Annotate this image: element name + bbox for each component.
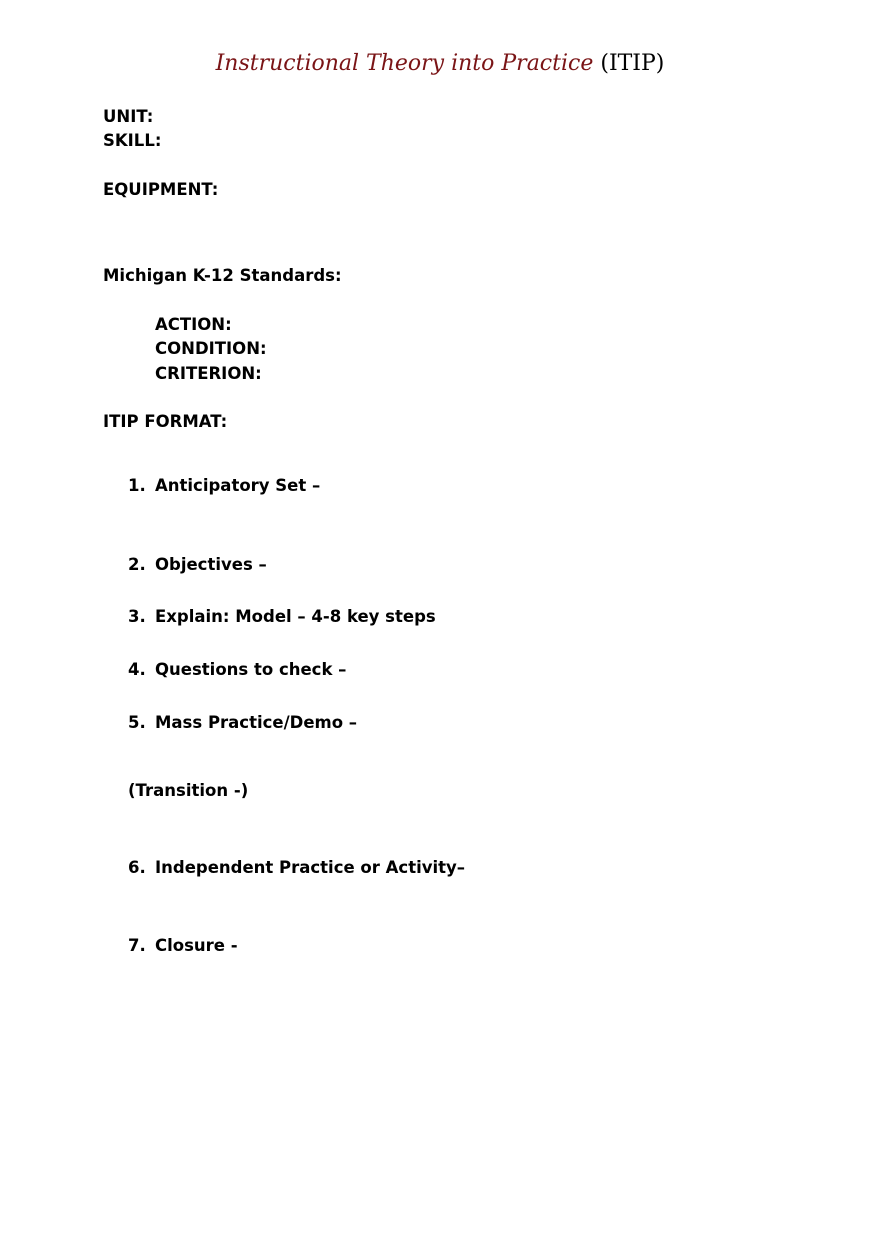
list-item-number: 3. [128, 607, 146, 626]
list-item-number: 5. [128, 713, 146, 732]
list-item-text: Closure - [155, 936, 238, 955]
standards-label: Michigan K-12 Standards: [103, 266, 342, 285]
list-item [128, 712, 357, 734]
transition-note: (Transition -) [128, 781, 249, 800]
unit-label: UNIT: [103, 107, 154, 126]
list-item [128, 606, 436, 628]
list-item-text: Objectives – [155, 555, 267, 574]
list-item [128, 554, 267, 576]
list-item [128, 659, 346, 681]
list-item-text: Explain: Model – 4-8 key steps [155, 607, 436, 626]
equipment-label: EQUIPMENT: [103, 180, 219, 199]
criterion-label: CRITERION: [155, 364, 262, 383]
list-item-text: Independent Practice or Activity– [155, 858, 466, 877]
list-item-number: 6. [128, 858, 146, 877]
list-item-text: Mass Practice/Demo – [155, 713, 358, 732]
condition-label: CONDITION: [155, 339, 267, 358]
list-item [128, 857, 465, 879]
title-italic: Instructional Theory into Practice [215, 51, 594, 76]
list-item-number: 2. [128, 555, 146, 574]
action-label: ACTION: [155, 315, 232, 334]
list-item [128, 475, 320, 497]
itip-format-heading: ITIP FORMAT: [103, 412, 228, 431]
skill-label: SKILL: [103, 131, 162, 150]
title-abbreviation: (ITIP) [600, 51, 665, 76]
list-item [128, 935, 238, 957]
list-item-number: 7. [128, 936, 146, 955]
list-item-text: Anticipatory Set – [155, 476, 321, 495]
list-item-number: 1. [128, 476, 146, 495]
page-title [0, 49, 880, 79]
list-item-text: Questions to check – [155, 660, 347, 679]
list-item-number: 4. [128, 660, 146, 679]
